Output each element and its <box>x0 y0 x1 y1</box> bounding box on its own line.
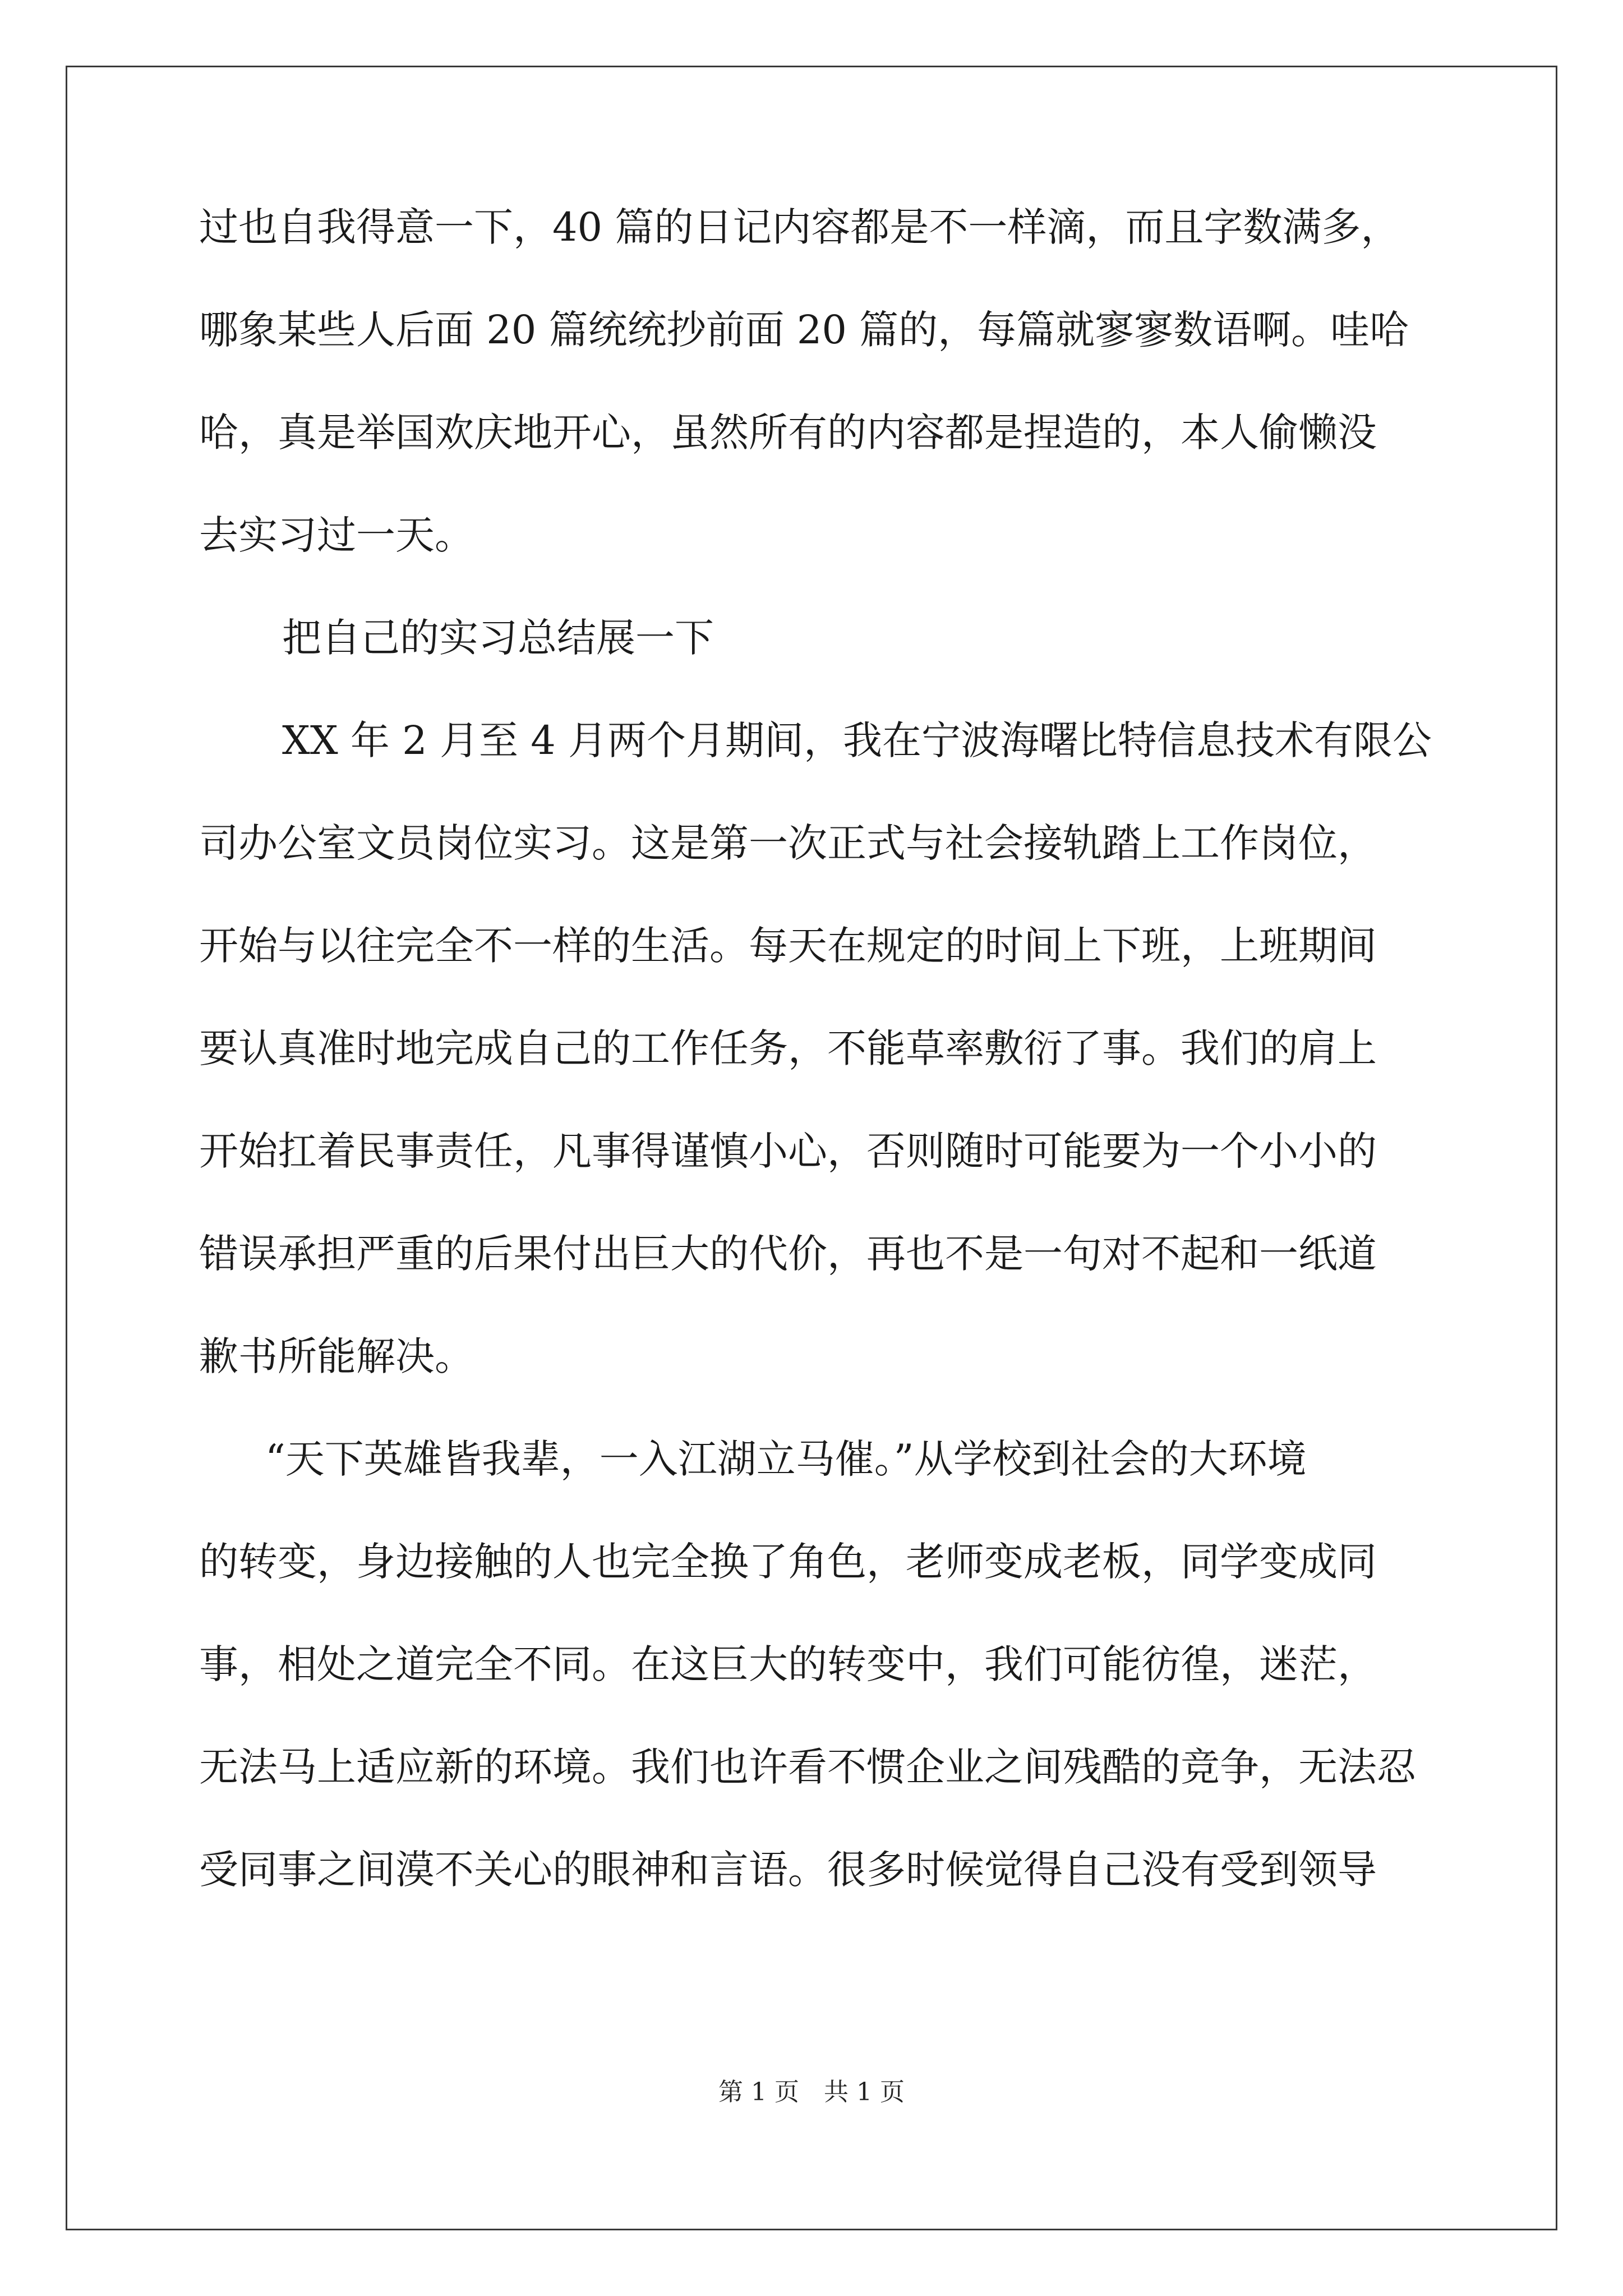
text-line: 去实习过一天。 <box>199 512 474 558</box>
text-line: 无法马上适应新的环境。我们也许看不惯企业之间残酷的竞争，无法忍 <box>199 1744 1416 1790</box>
text-line: 的转变，身边接触的人也完全换了角色，老师变成老板，同学变成同 <box>199 1539 1377 1585</box>
text-line: 开始扛着民事责任，凡事得谨慎小心，否则随时可能要为一个小小的 <box>199 1128 1377 1174</box>
text-line: 哈，真是举国欢庆地开心，虽然所有的内容都是捏造的，本人偷懒没 <box>199 409 1377 455</box>
text-line: 过也自我得意一下，40 篇的日记内容都是不一样滴，而且字数满多， <box>199 204 1400 250</box>
page-number-footer: 第 1 页 共 1 页 <box>718 2078 905 2106</box>
text-line: 错误承担严重的后果付出巨大的代价，再也不是一句对不起和一纸道 <box>199 1231 1377 1277</box>
text-line: “天下英雄皆我辈，一入江湖立马催。”从学校到社会的大环境 <box>265 1436 1307 1482</box>
text-line: 司办公室文员岗位实习。这是第一次正式与社会接轨踏上工作岗位， <box>199 820 1377 866</box>
text-line: 开始与以往完全不一样的生活。每天在规定的时间上下班，上班期间 <box>199 923 1377 969</box>
text-line: XX 年 2 月至 4 月两个月期间，我在宁波海曙比特信息技术有限公 <box>282 717 1432 763</box>
text-line: 哪象某些人后面 20 篇统统抄前面 20 篇的，每篇就寥寥数语啊。哇哈 <box>199 307 1409 353</box>
text-line: 事，相处之道完全不同。在这巨大的转变中，我们可能彷徨，迷茫， <box>199 1641 1377 1687</box>
text-line: 要认真准时地完成自己的工作任务，不能草率敷衍了事。我们的肩上 <box>199 1025 1377 1071</box>
section-heading: 把自己的实习总结展一下 <box>282 615 714 661</box>
text-line: 受同事之间漠不关心的眼神和言语。很多时候觉得自己没有受到领导 <box>199 1847 1377 1893</box>
text-line: 歉书所能解决。 <box>199 1333 474 1379</box>
